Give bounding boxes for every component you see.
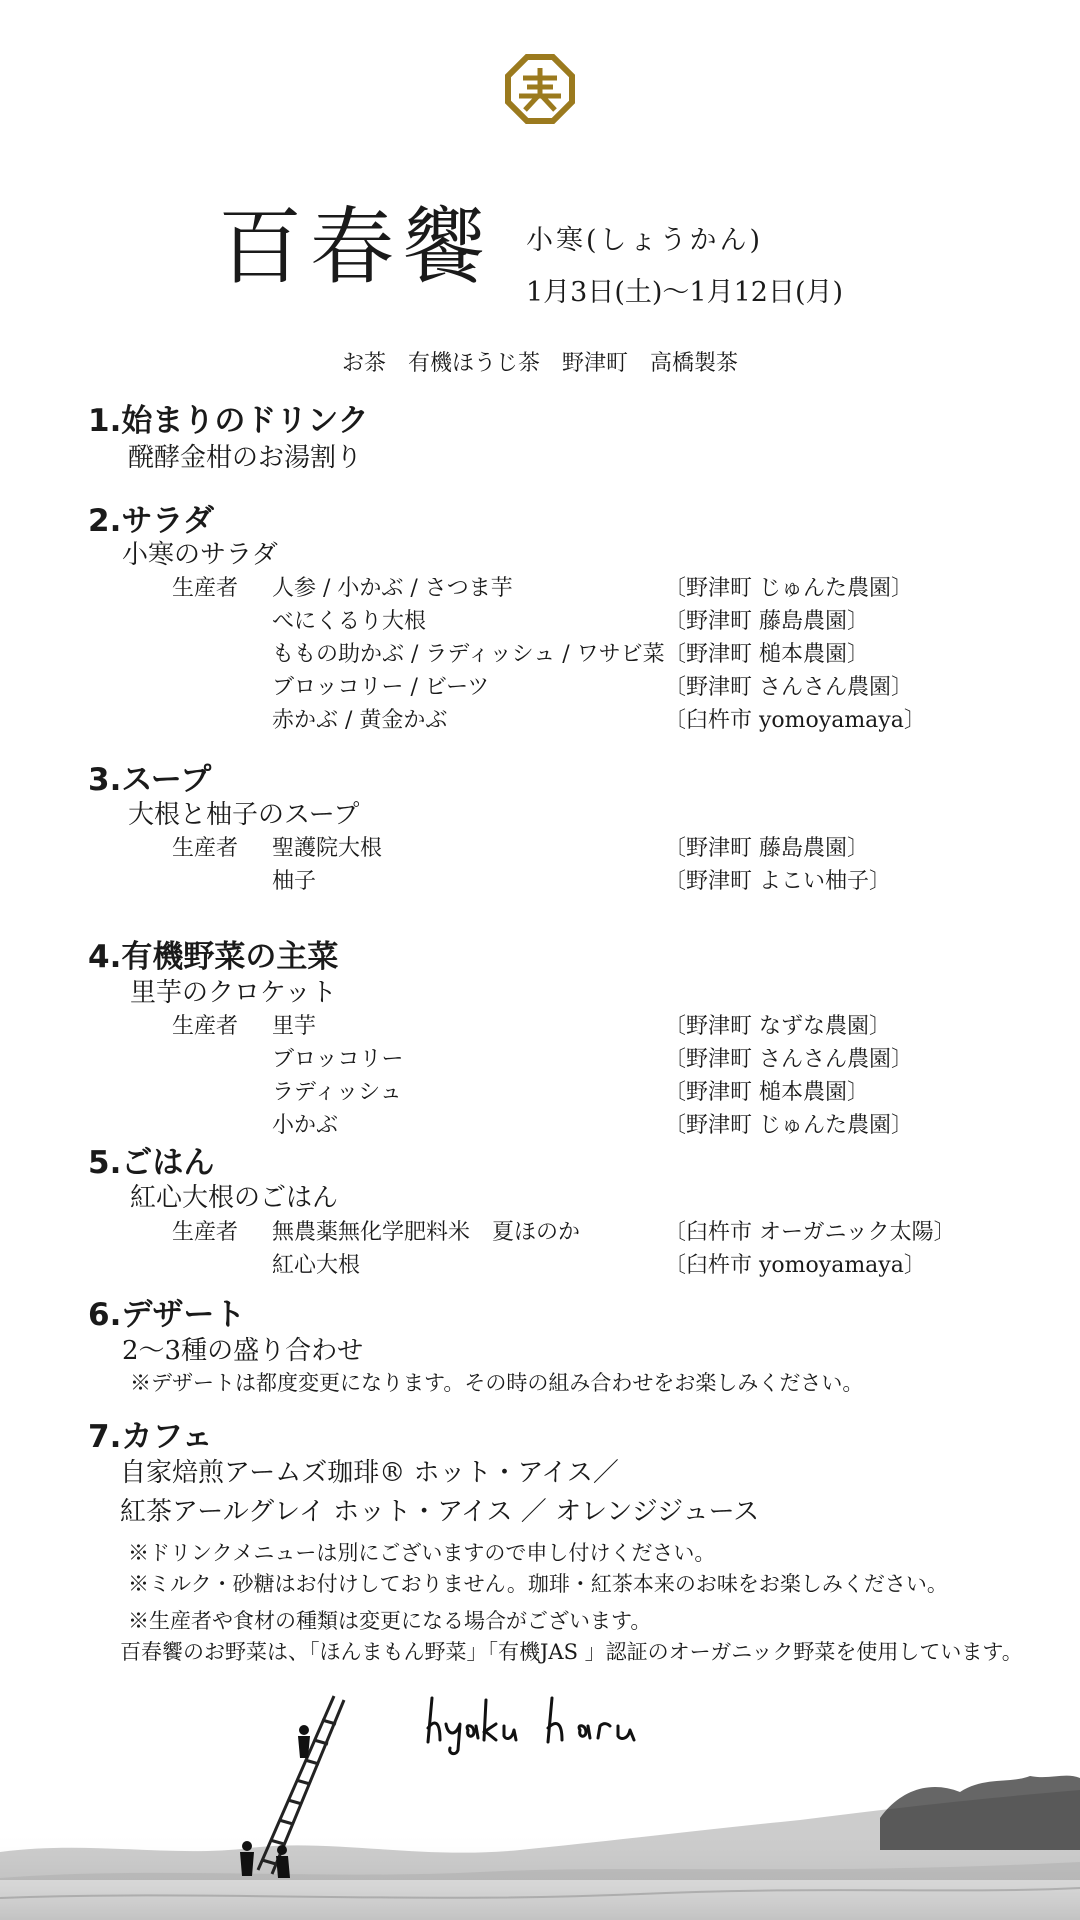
change-note: ※生産者や食材の種類は変更になる場合がございます。 (128, 1609, 652, 1633)
dish-name: 2〜3種の盛り合わせ (122, 1336, 364, 1366)
dish-name: 紅心大根のごはん (130, 1183, 339, 1213)
produce-item: 小かぶ (272, 1113, 339, 1138)
dish-name: 里芋のクロケット (130, 978, 337, 1008)
produce-item: 無農薬無化学肥料米 夏ほのか (272, 1220, 581, 1245)
produce-item: べにくるり大根 (272, 609, 427, 634)
section-title-cafe: 7.カフェ (88, 1419, 213, 1455)
produce-item: 里芋 (272, 1014, 317, 1039)
produce-item: ラディッシュ (272, 1080, 402, 1105)
logo-icon (505, 54, 575, 124)
produce-item: 柚子 (272, 869, 317, 894)
producer-label: 生産者 (172, 576, 239, 601)
producer-label: 生産者 (172, 836, 239, 861)
producer-farm: 〔野津町 槌本農園〕 (664, 1080, 869, 1105)
dish-name: 醗酵金柑のお湯割り (128, 443, 363, 473)
produce-item: 赤かぶ / 黄金かぶ (272, 708, 448, 733)
tea-line: お茶 有機ほうじ茶 野津町 高橋製茶 (341, 351, 738, 376)
produce-item: ブロッコリー / ビーツ (272, 675, 490, 700)
produce-item: ももの助かぶ / ラディッシュ / ワサビ菜 (272, 642, 665, 667)
section-title-main: 4.有機野菜の主菜 (88, 939, 339, 975)
section-title-rice: 5.ごはん (88, 1145, 215, 1181)
produce-item: ブロッコリー (272, 1047, 404, 1072)
dessert-note: ※デザートは都度変更になります。その時の組み合わせをお楽しみください。 (130, 1371, 864, 1395)
produce-item: 人参 / 小かぶ / さつま芋 (272, 576, 513, 601)
season-name: 小寒(しょうかん) (526, 225, 764, 256)
drink-menu-note: ※ドリンクメニューは別にございますので申し付けください。 (128, 1541, 716, 1565)
producer-farm: 〔野津町 藤島農園〕 (664, 609, 869, 634)
producer-label: 生産者 (172, 1014, 239, 1039)
section-title-salad: 2.サラダ (88, 503, 215, 539)
producer-farm: 〔野津町 よこい柚子〕 (664, 869, 891, 894)
section-title-dessert: 6.デザート (88, 1297, 246, 1333)
producer-farm: 〔臼杵市 yomoyamaya〕 (664, 1253, 926, 1278)
producer-farm: 〔臼杵市 オーガニック太陽〕 (664, 1220, 956, 1245)
producer-farm: 〔野津町 藤島農園〕 (664, 836, 869, 861)
produce-item: 紅心大根 (272, 1253, 361, 1278)
producer-farm: 〔野津町 さんさん農園〕 (664, 1047, 913, 1072)
dish-name: 小寒のサラダ (122, 540, 278, 570)
dish-name: 大根と柚子のスープ (128, 800, 360, 830)
cafe-line-1: 自家焙煎アームズ珈琲® ホット・アイス／ (120, 1458, 619, 1488)
producer-farm: 〔野津町 なずな農園〕 (664, 1014, 891, 1039)
brand-title: 百春饗 (218, 198, 495, 296)
producer-farm: 〔野津町 さんさん農園〕 (664, 675, 913, 700)
period-dates: 1月3日(土)〜1月12日(月) (526, 277, 844, 308)
section-title-soup: 3.スープ (88, 762, 212, 798)
milk-sugar-note: ※ミルク・砂糖はお付けしておりません。珈琲・紅茶本来のお味をお楽しみください。 (128, 1572, 948, 1596)
producer-farm: 〔野津町 槌本農園〕 (664, 642, 869, 667)
producer-farm: 〔野津町 じゅんた農園〕 (664, 1113, 913, 1138)
ink-landscape-icon (0, 1680, 1080, 1920)
section-title-drink: 1.始まりのドリンク (88, 403, 369, 439)
produce-item: 聖護院大根 (272, 836, 383, 861)
producer-farm: 〔臼杵市 yomoyamaya〕 (664, 708, 926, 733)
organic-statement: 百春饗のお野菜は、「ほんまもん野菜」「有機JAS 」認証のオーガニック野菜を使用しています。 (120, 1640, 1023, 1664)
producer-farm: 〔野津町 じゅんた農園〕 (664, 576, 913, 601)
cafe-line-2: 紅茶アールグレイ ホット・アイス ／ オレンジジュース (120, 1497, 760, 1527)
producer-label: 生産者 (172, 1220, 239, 1245)
